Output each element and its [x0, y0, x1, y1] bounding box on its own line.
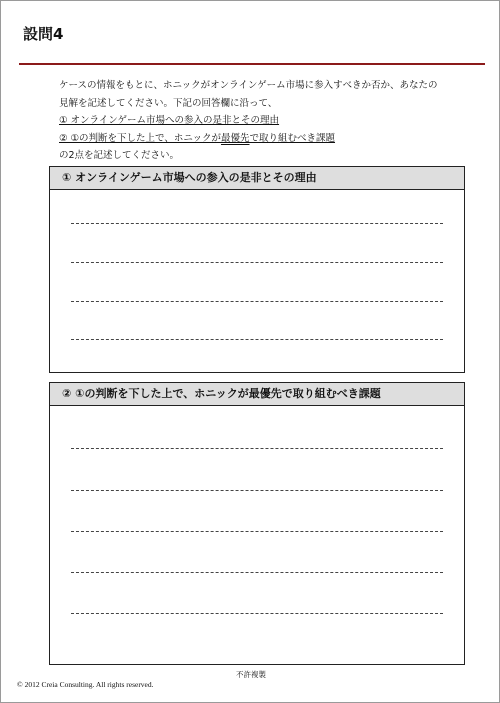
title-divider [19, 63, 485, 65]
instruction-item-2-emphasis: 最優先 [220, 132, 250, 144]
instructions [59, 77, 479, 165]
answer-box-2 [49, 382, 465, 665]
answer-box-1 [49, 166, 465, 373]
instruction-line-1: ケースの情報をもとに、ホニックがオンラインゲーム市場に参入すべきか否か、あなたの [59, 80, 438, 91]
answer-line [71, 490, 443, 491]
instruction-line-2: 見解を記述してください。下記の回答欄に沿って、 [59, 97, 278, 109]
answer-line [71, 572, 443, 573]
answer-line [71, 301, 443, 302]
answer-box-2-heading: ② ①の判断を下した上で、ホニックが最優先で取り組むべき課題 [50, 383, 464, 406]
page-title: 設問4 [23, 25, 64, 43]
answer-line [71, 448, 443, 449]
instruction-item-2 [59, 130, 479, 148]
copyright: © 2012 Creia Consulting. All rights reserved. [17, 680, 154, 689]
instruction-line-5: の2点を記述してください。 [59, 150, 180, 161]
no-copy-notice: 不許複製 [236, 670, 266, 679]
answer-line [71, 262, 443, 263]
answer-line [71, 613, 443, 614]
instruction-item-2-prefix: ② ①の判断を下した上で、ホニックが [59, 132, 221, 144]
answer-line [71, 531, 443, 532]
answer-line [71, 223, 443, 224]
answer-box-1-heading: ① オンラインゲーム市場への参入の是非とその理由 [50, 167, 464, 190]
instruction-item-2-suffix: で取り組むべき課題 [249, 132, 336, 144]
answer-line [71, 339, 443, 340]
instruction-item-1: ① オンラインゲーム市場への参入の是非とその理由 [59, 115, 280, 126]
